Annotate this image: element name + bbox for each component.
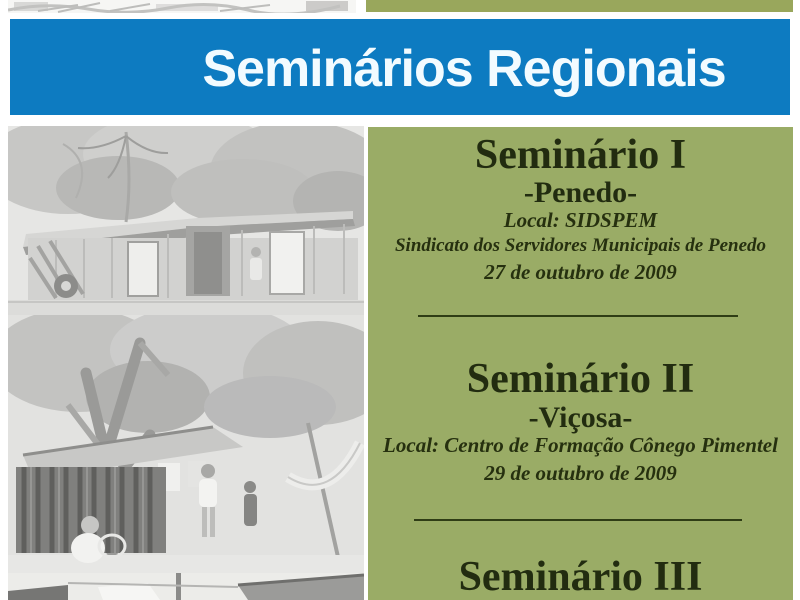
- seminar-1-date: 27 de outubro de 2009: [484, 260, 677, 284]
- top-photo-fragment-art: [8, 0, 356, 13]
- shantytown-yard-photo: [8, 315, 364, 573]
- title-banner: [10, 19, 790, 115]
- seminar-1-location: Local: SIDSPEM: [503, 208, 658, 232]
- divider-1: [418, 315, 738, 317]
- seminar-2-city: -Viçosa-: [528, 401, 633, 434]
- seminars-panel: [368, 127, 793, 600]
- seminar-2-date: 29 de outubro de 2009: [484, 461, 677, 485]
- seminar-3-title: Seminário III: [458, 554, 703, 600]
- photo-column: [8, 126, 364, 600]
- seminar-2-location: Local: Centro de Formação Cônego Pimentel: [383, 433, 778, 457]
- shantytown-shacks-photo: [8, 126, 364, 315]
- seminar-2-title: Seminário II: [466, 356, 695, 402]
- top-photo-fragment: [8, 0, 356, 13]
- seminar-1-title: Seminário I: [474, 132, 687, 178]
- divider-2: [414, 519, 742, 521]
- seminar-1-organization: Sindicato dos Servidores Municipais de Penedo: [394, 235, 767, 256]
- top-green-strip: [366, 0, 793, 12]
- poster-title: Seminários Regionais: [202, 40, 726, 98]
- seminar-1-city: -Penedo-: [523, 176, 638, 209]
- shantytown-roof-photo: [8, 573, 364, 600]
